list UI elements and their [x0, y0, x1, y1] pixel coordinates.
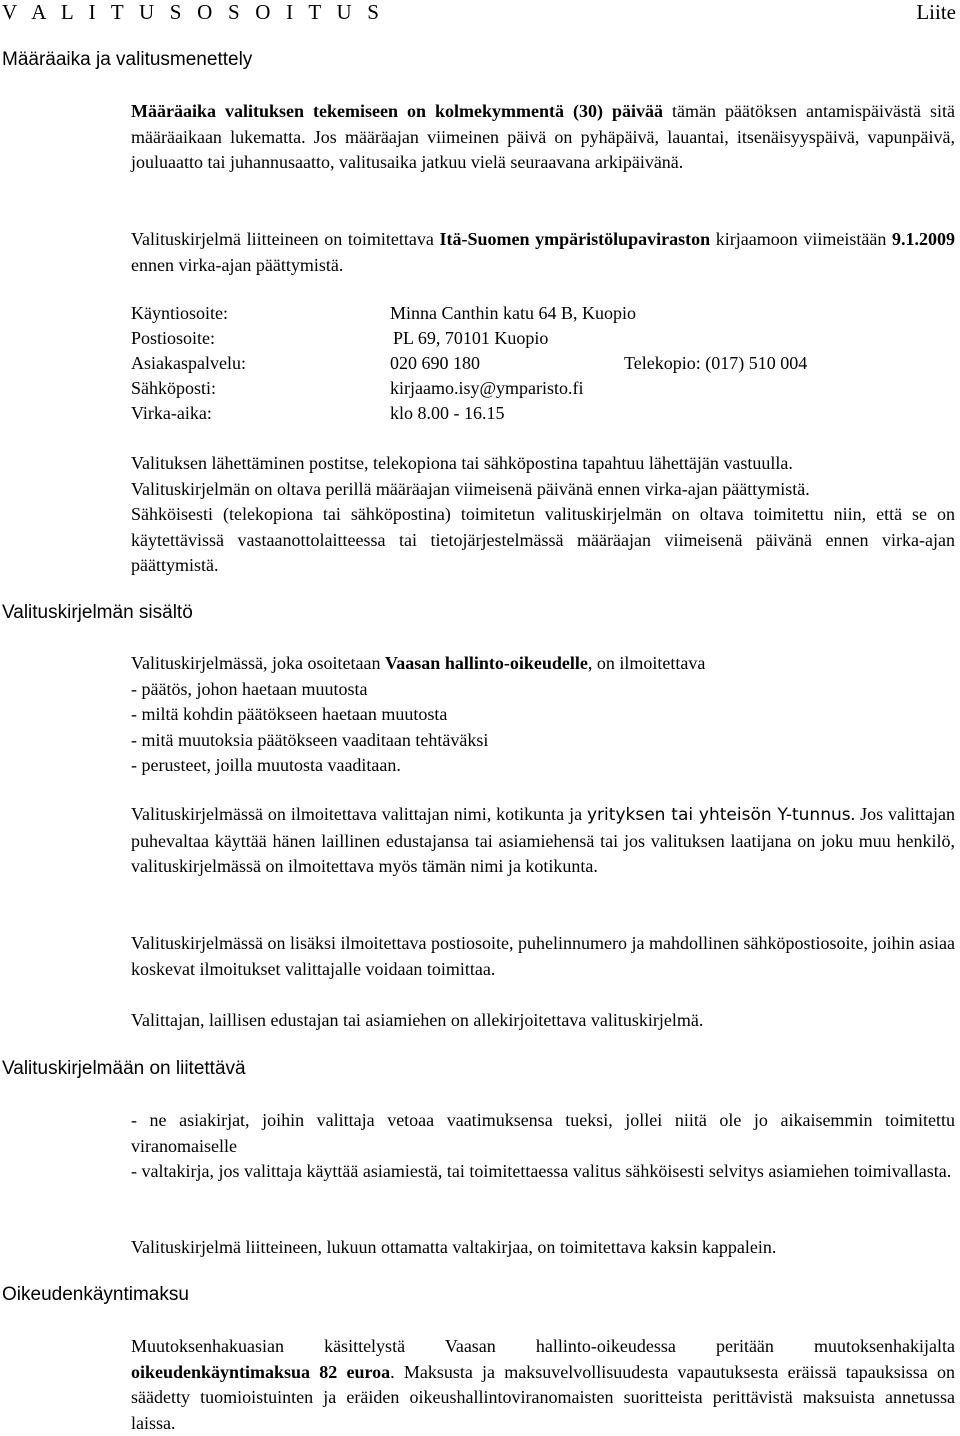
signature-paragraph: [131, 1008, 955, 1034]
delivery-paragraph: [131, 451, 955, 579]
delivery-line-1: Valituksen lähettäminen postitse, telekopiona tai sähköpostina tapahtuu lähettäjän vastuulla.: [131, 453, 793, 473]
email-value: kirjaamo.isy@ymparisto.fi: [390, 378, 584, 398]
appellant-info-paragraph: [131, 802, 955, 880]
submission-paragraph: [131, 227, 955, 278]
delivery-electronic: Sähköisesti (telekopiona tai sähköpostina) toimitetun valituskirjelmän on oltava toimitettu niin, että se on käytettävissä vastaanottolaitteessa tai tietojärjestelmässä määräajan viimeisenä päivänä ennen virka-ajan päättymistä.: [131, 504, 955, 575]
list-item: - miltä kohdin päätökseen haetaan muutosta: [131, 704, 448, 724]
office-hours-label: Virka-aika:: [131, 403, 212, 423]
content-intro-b: , on ilmoitettava: [587, 653, 706, 673]
signature-text: Valittajan, laillisen edustajan tai asiamiehen on allekirjoitettava valituskirjelmä.: [131, 1010, 704, 1030]
copies-paragraph: [131, 1235, 955, 1261]
content-list-paragraph: [131, 651, 955, 779]
section-heading-attachments: Valituskirjelmään on liitettävä: [2, 1058, 246, 1079]
document-title: V A L I T U S O S O I T U S: [2, 0, 385, 24]
appellant-text-b: . Jos valittajan puhevaltaa käyttää hänen laillinen edustajansa tai asiamiehensä tai jos valituksen laatijana on joku muu henkilö, valituskirjelmässä on ilmoitettava myös tämän nimi ja kotikunta.: [131, 804, 955, 876]
attachments-paragraph: [131, 1108, 955, 1185]
deadline-bold: Määräaika valituksen tekemiseen on kolmekymmentä (30) päivää: [131, 101, 664, 121]
fee-amount: oikeudenkäyntimaksua 82 euroa: [131, 1361, 391, 1382]
deadline-text: tämän päätöksen antamispäivästä sitä määräaikaan lukematta. Jos määräajan viimeinen päivä on pyhäpäivä, lauantai, itsenäisyyspäivä, vapunpäivä, jouluaatto tai juhannusaatto, valitusaika jatkuu vielä seuraavana arkipäivänä.: [131, 101, 955, 172]
content-intro-a: Valituskirjelmässä, joka osoitetaan: [131, 653, 385, 673]
court-name: Vaasan hallinto-oikeudelle: [384, 653, 588, 673]
deadline-paragraph: [131, 99, 955, 176]
fee-paragraph: [131, 1334, 955, 1436]
section-heading-fee: Oikeudenkäyntimaksu: [2, 1284, 189, 1305]
submission-text-a: Valituskirjelmä liitteineen on toimitettava: [131, 229, 440, 249]
service-phone: 020 690 180: [390, 353, 480, 373]
service-label: Asiakaspalvelu:: [131, 353, 246, 373]
submission-text-b: kirjaamoon viimeistään: [710, 229, 892, 249]
section-heading-deadline: Määräaika ja valitusmenettely: [2, 49, 253, 70]
contact-info-paragraph: [131, 931, 955, 982]
office-hours-value: klo 8.00 - 16.15: [390, 403, 505, 423]
list-item: - mitä muutoksia päätökseen vaaditaan tehtäväksi: [131, 729, 489, 750]
fee-text-a: Muutoksenhakuasian käsittelystä Vaasan hallinto-oikeudessa peritään muutoksenhakijalta: [131, 1336, 955, 1356]
post-address-label: Postiosoite:: [131, 328, 216, 348]
fee-text-b: . Maksusta ja maksuvelvollisuudesta vapautuksesta eräissä tapauksissa on säädetty tuomioistuinten ja eräiden oikeushallintoviranomaisten suoritteista perittävistä maksuista annetussa laissa.: [131, 1361, 955, 1433]
list-item: - valtakirja, jos valittaja käyttää asiamiestä, tai toimitettaessa valitus sähköisesti selvitys asiamiehen toimivallasta.: [131, 1161, 952, 1181]
contact-info-text: Valituskirjelmässä on lisäksi ilmoitettava postiosoite, puhelinnumero ja mahdollinen sähköpostiosoite, joihin asiaa koskevat ilmoitukset valittajalle voidaan toimittaa.: [131, 933, 955, 979]
list-item: - ne asiakirjat, joihin valittaja vetoaa vaatimuksensa tueksi, jollei niitä ole jo aikaisemmin toimitettu viranomaiselle: [131, 1110, 955, 1156]
business-id-text: yrityksen tai yhteisön Y-tunnus: [587, 805, 851, 825]
section-heading-content: Valituskirjelmän sisältö: [2, 602, 193, 623]
visit-address-value: Minna Canthin katu 64 B, Kuopio: [390, 303, 636, 323]
list-item: - päätös, johon haetaan muutosta: [131, 678, 368, 699]
list-item: - perusteet, joilla muutosta vaaditaan.: [131, 755, 401, 775]
copies-text: Valituskirjelmä liitteineen, lukuun ottamatta valtakirjaa, on toimitettava kaksin kappalein.: [131, 1237, 777, 1257]
post-address-value: PL 69, 70101 Kuopio: [393, 328, 549, 348]
appellant-text-a: Valituskirjelmässä on ilmoitettava valittajan nimi, kotikunta ja: [131, 804, 587, 824]
authority-name: Itä-Suomen ympäristölupaviraston: [439, 229, 711, 249]
fax-number: Telekopio: (017) 510 004: [624, 353, 808, 373]
email-label: Sähköposti:: [131, 378, 217, 398]
deadline-date: 9.1.2009: [892, 229, 955, 249]
delivery-line-2: Valituskirjelmän on oltava perillä määräajan viimeisenä päivänä ennen virka-ajan päättymistä.: [131, 478, 810, 499]
attachment-label: Liite: [916, 0, 956, 24]
submission-text-c: ennen virka-ajan päättymistä.: [131, 254, 344, 275]
visit-address-label: Käyntiosoite:: [131, 303, 228, 323]
